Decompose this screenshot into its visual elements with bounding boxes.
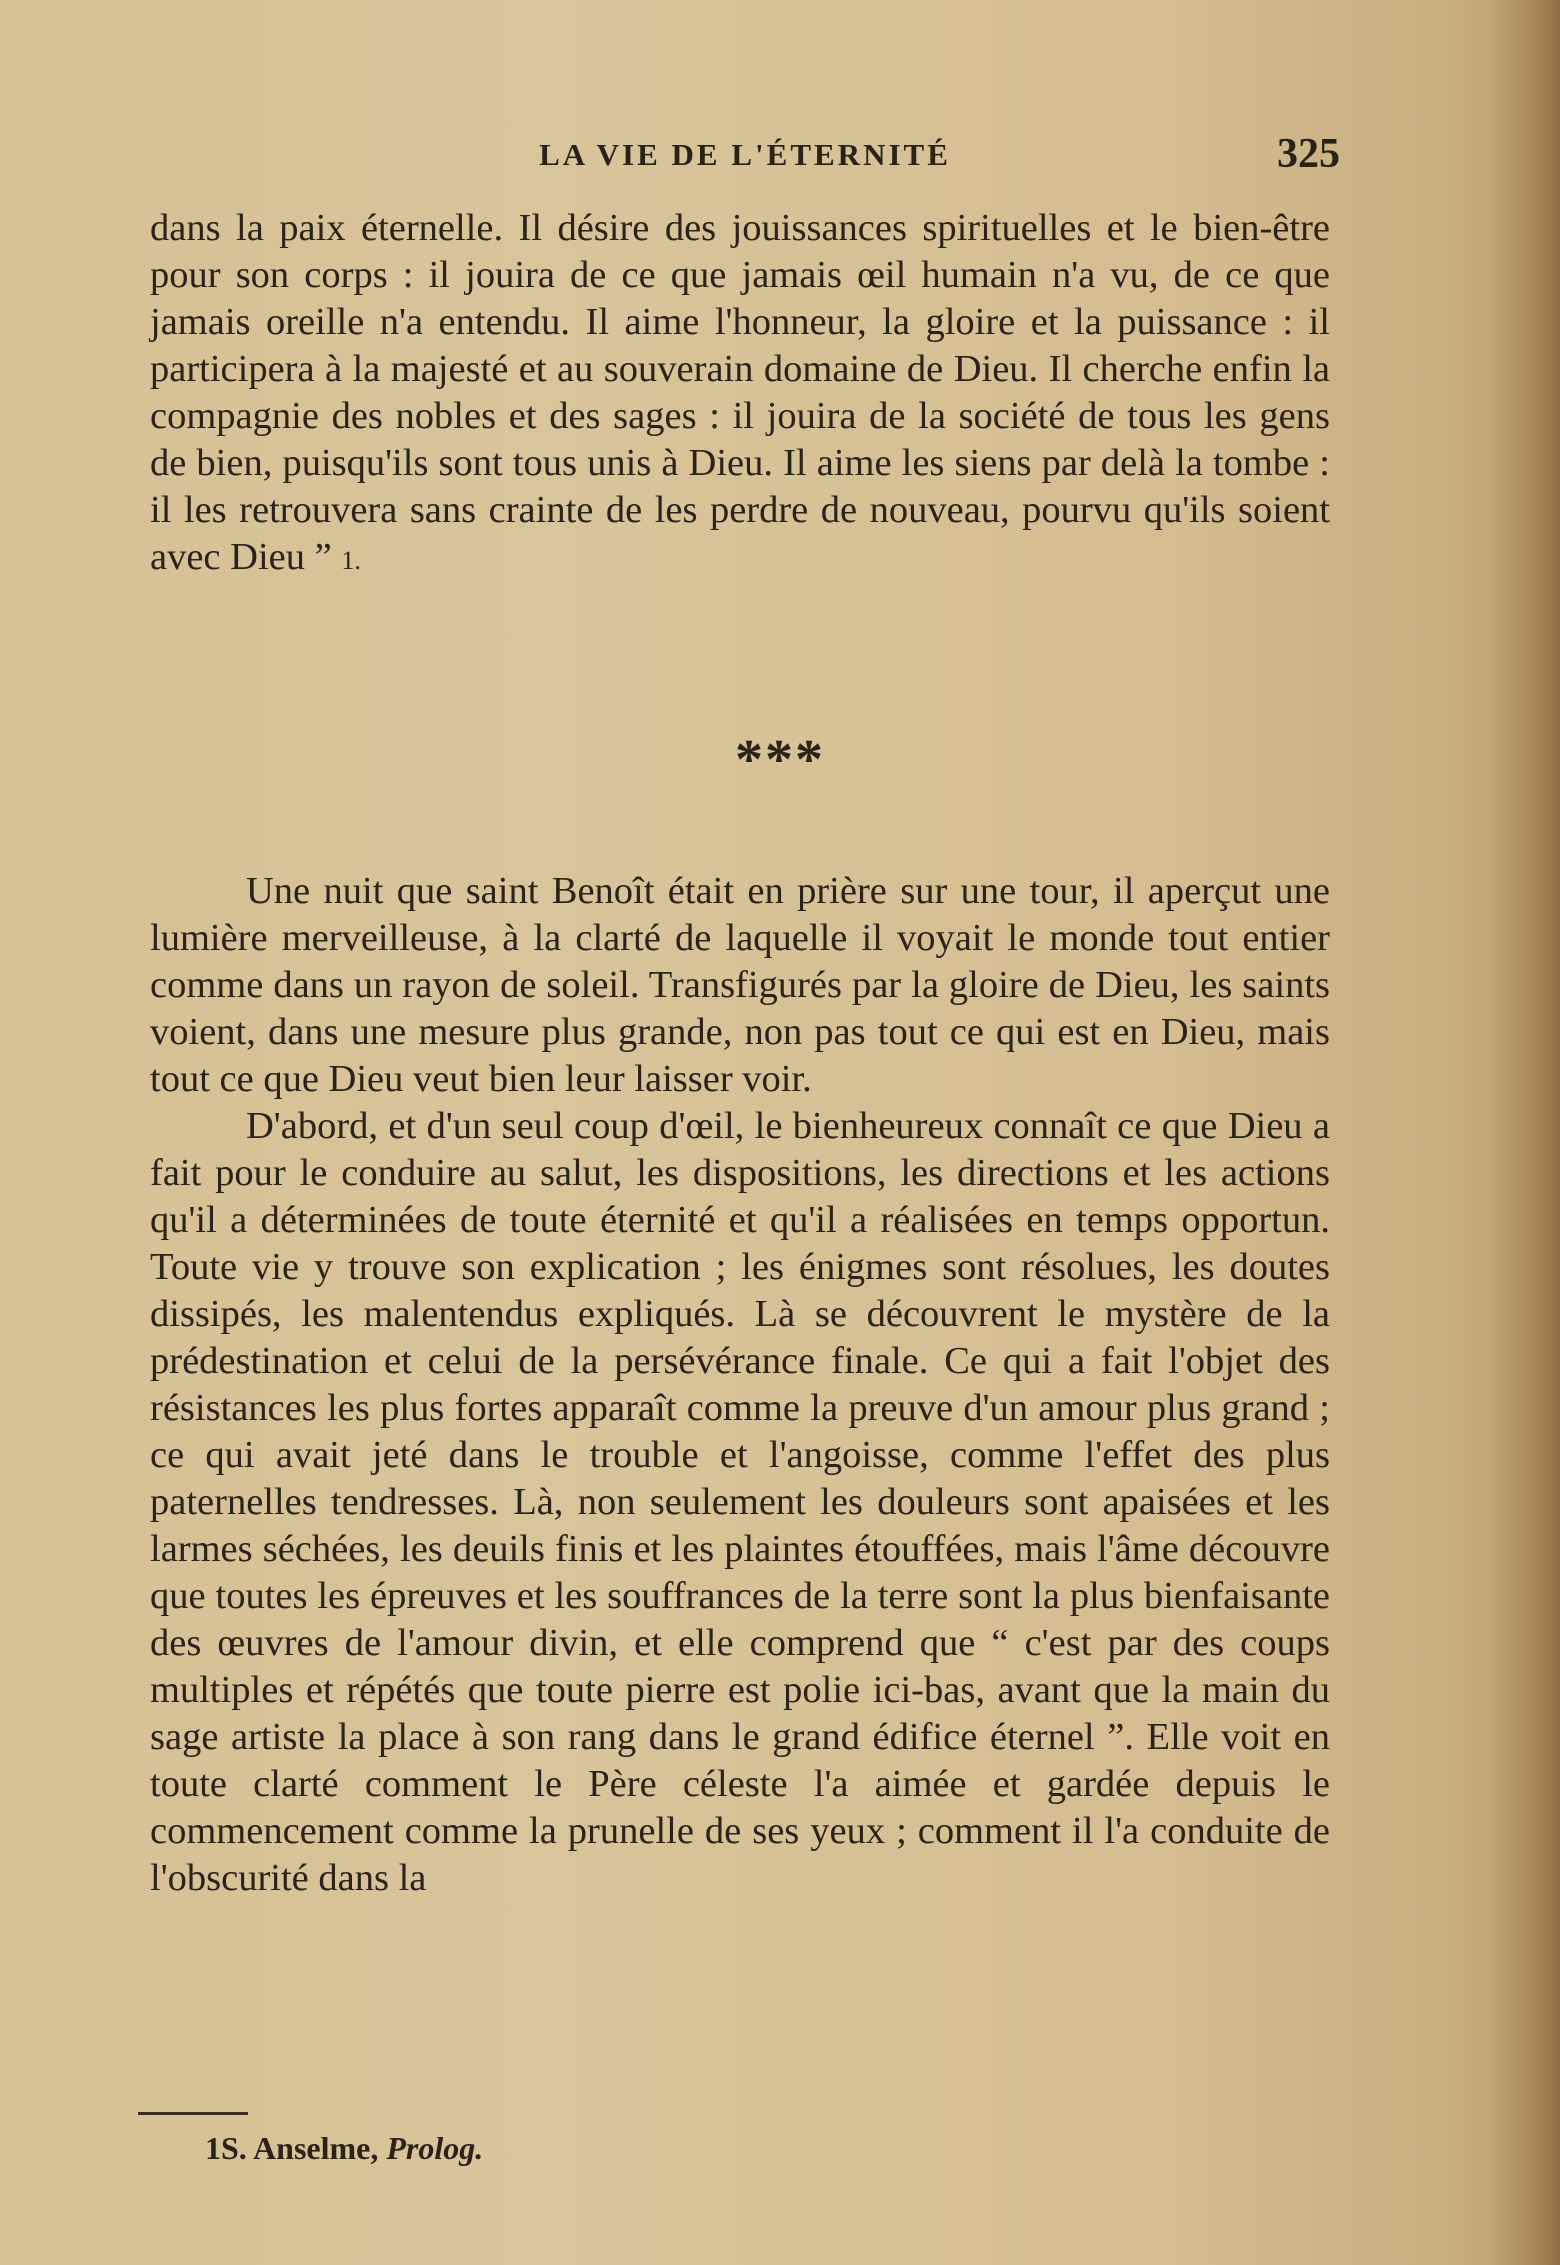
footnote-rule [138,2112,248,2115]
continued-paragraph-text: dans la paix éternelle. Il désire des jouissances spirituelles et le bien-être pour son corps : il jouira de ce que jamais œil humain n'a vu, de ce que jamais oreille n'a entendu. Il aime l'honneur, la gloire et la puissance : il participera à la majesté et au souverain domaine de Dieu. Il cherche enfin la compagnie des nobles et des sages : il jouira de la société de tous les gens de bien, puisqu'ils sont tous unis à Dieu. Il aime les siens par delà la tombe : il les retrouvera sans crainte de les perdre de nouveau, pourvu qu'ils soient avec Dieu ” [150,207,1330,578]
continued-paragraph-block [150,205,1330,584]
footnote-marker: 1 [205,2130,221,2166]
continued-paragraph [150,205,1330,584]
running-head [150,125,1340,185]
paragraph-saint-benoit: Une nuit que saint Benoît était en prière sur une tour, il aperçut une lumière merveilleuse, à la clarté de laquelle il voyait le monde tout entier comme dans un rayon de soleil. Transfigurés par la gloire de Dieu, les saints voient, dans une mesure plus grande, non pas tout ce qui est en Dieu, mais tout ce que Dieu veut bien leur laisser voir. [150,870,1330,1100]
running-head-title: LA VIE DE L'ÉTERNITÉ [539,137,951,172]
paragraph-d-abord: D'abord, et d'un seul coup d'œil, le bienheureux connaît ce que Dieu a fait pour le conduire au salut, les dispositions, les directions et les actions qu'il a déterminées de toute éternité et qu'il a réalisées en temps opportun. Toute vie y trouve son explication ; les énigmes sont résolues, les doutes dissipés, les malentendus expliqués. Là se découvrent le mystère de la prédestination et celui de la persévérance finale. Ce qui a fait l'objet des résistances les plus fortes apparaît comme la preuve d'un amour plus grand ; ce qui avait jeté dans le trouble et l'angoisse, comme l'effet des plus paternelles tendresses. Là, non seulement les douleurs sont apaisées et les larmes séchées, les deuils finis et les plaintes étouffées, mais l'âme découvre que toutes les épreuves et les souffrances de la terre sont la plus bienfaisante des œuvres de l'amour divin, et elle comprend que “ c'est par des coups multiples et répétés que toute pierre est polie ici-bas, avant que la main du sage artiste la place à son rang dans le grand édifice éternel ”. Elle voit en toute clarté comment le Père céleste l'a aimée et gardée depuis le commencement comme la prunelle de ses yeux ; comment il l'a conduite de l'obscurité dans la [150,1105,1330,1899]
footnote-reference: 1. [341,546,361,575]
footnote-work: Prolog. [386,2130,484,2166]
page-number: 325 [1277,131,1340,177]
section-break-asterism: *** [735,729,825,791]
main-text-block [150,868,1330,1902]
footnote-author: S. Anselme, [221,2130,379,2166]
footnote [205,2130,483,2167]
